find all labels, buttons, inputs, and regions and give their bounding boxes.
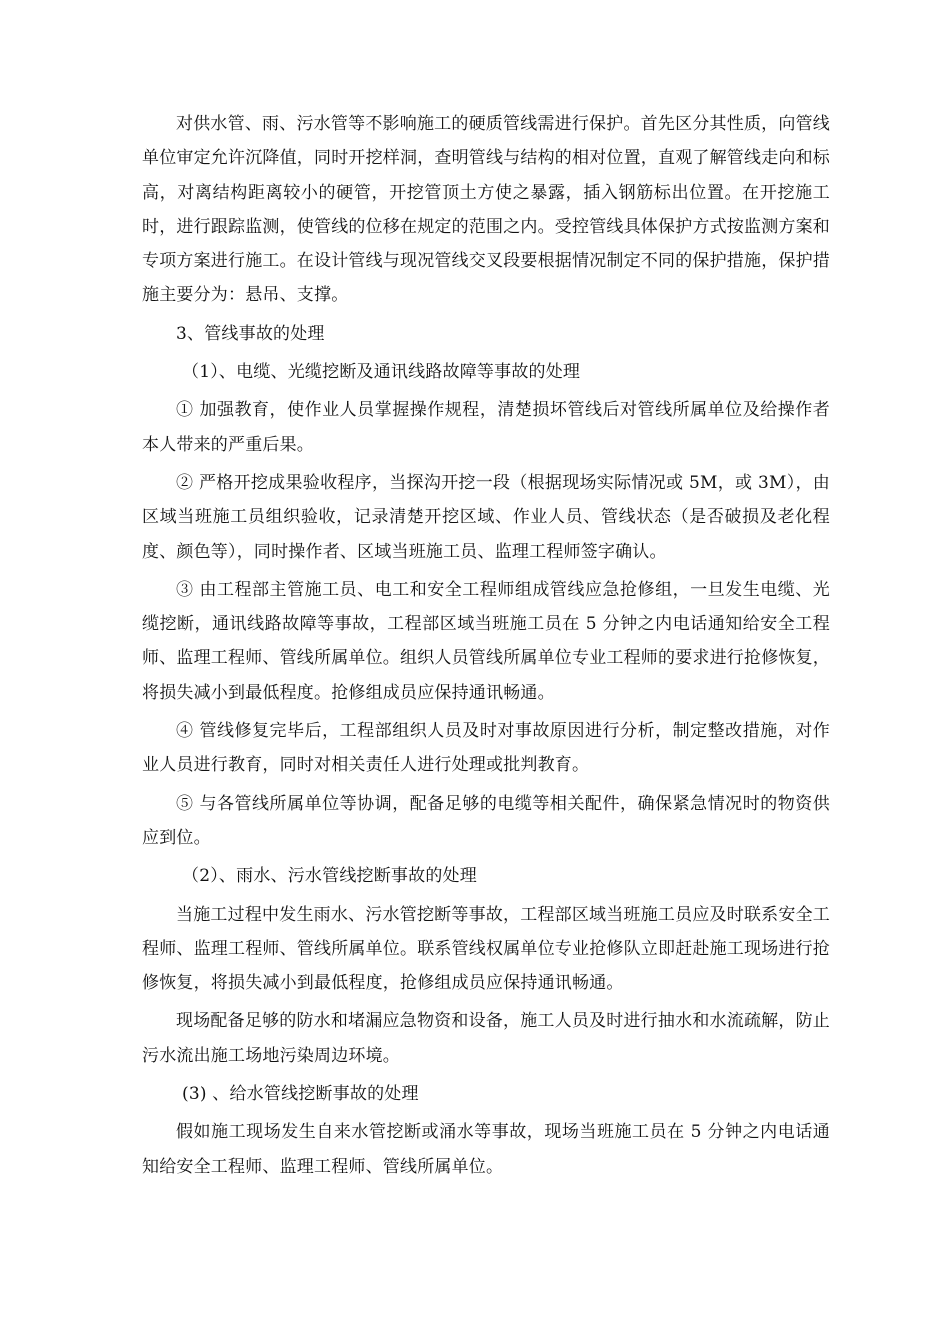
paragraph-water-main-response: 假如施工现场发生自来水管挖断或涌水等事故，现场当班施工员在 5 分钟之内电话通知给安全工程师、监理工程师、管线所属单位。 — [142, 1122, 830, 1177]
subheading-cable-accidents: （1）、电缆、光缆挖断及通讯线路故障等事故的处理 — [182, 362, 581, 383]
list-item-1-education: ① 加强教育，使作业人员掌握操作规程，清楚损坏管线后对管线所属单位及给操作者本人带来的严重后果。 — [142, 400, 830, 455]
subheading-sewer-accidents: （2）、雨水、污水管线挖断事故的处理 — [182, 866, 477, 887]
list-item-2-acceptance: ② 严格开挖成果验收程序，当探沟开挖一段（根据现场实际情况或 5M，或 3M），由区域当班施工员组织验收，记录清楚开挖区域、作业人员、管线状态（是否破损及老化程度、颜色等），同时操作者、区域当班施工员、监理工程师签字确认。 — [142, 472, 830, 562]
paragraph-sewer-materials: 现场配备足够的防水和堵漏应急物资和设备，施工人员及时进行抽水和水流疏解，防止污水流出施工场地污染周边环境。 — [142, 1011, 830, 1066]
list-item-3-emergency-team: ③ 由工程部主管施工员、电工和安全工程师组成管线应急抢修组，一旦发生电缆、光缆挖断，通讯线路故障等事故，工程部区域当班施工员在 5 分钟之内电话通知给安全工程师、监理工程师、管线所属单位。组织人员管线所属单位专业工程师的要求进行抢修恢复，将损失减小到最低程度。抢修组成员应保持通讯畅通。 — [142, 579, 830, 703]
paragraph-sewer-response: 当施工过程中发生雨水、污水管挖断等事故，工程部区域当班施工员应及时联系安全工程师、监理工程师、管线所属单位。联系管线权属单位专业抢修队立即赶赴施工现场进行抢修恢复，将损失减小到最低程度，抢修组成员应保持通讯畅通。 — [142, 904, 830, 994]
subheading-water-main-accidents: (3) 、给水管线挖断事故的处理 — [182, 1084, 419, 1105]
list-item-5-coordination: ⑤ 与各管线所属单位等协调，配备足够的电缆等相关配件，确保紧急情况时的物资供应到位。 — [142, 793, 830, 848]
paragraph-pipeline-protection: 对供水管、雨、污水管等不影响施工的硬质管线需进行保护。首先区分其性质，向管线单位审定允许沉降值，同时开挖样洞，查明管线与结构的相对位置，直观了解管线走向和标高，对离结构距离较小的硬管，开挖管顶土方使之暴露，插入钢筋标出位置。在开挖施工时，进行跟踪监测，使管线的位移在规定的范围之内。受控管线具体保护方式按监测方案和专项方案进行施工。在设计管线与现况管线交叉段要根据情况制定不同的保护措施，保护措施主要分为：悬吊、支撑。 — [142, 114, 830, 306]
list-item-4-analysis: ④ 管线修复完毕后，工程部组织人员及时对事故原因进行分析，制定整改措施，对作业人员进行教育，同时对相关责任人进行处理或批判教育。 — [142, 721, 830, 776]
section-heading-pipeline-accidents: 3、管线事故的处理 — [176, 323, 325, 344]
document-body — [142, 107, 830, 1188]
